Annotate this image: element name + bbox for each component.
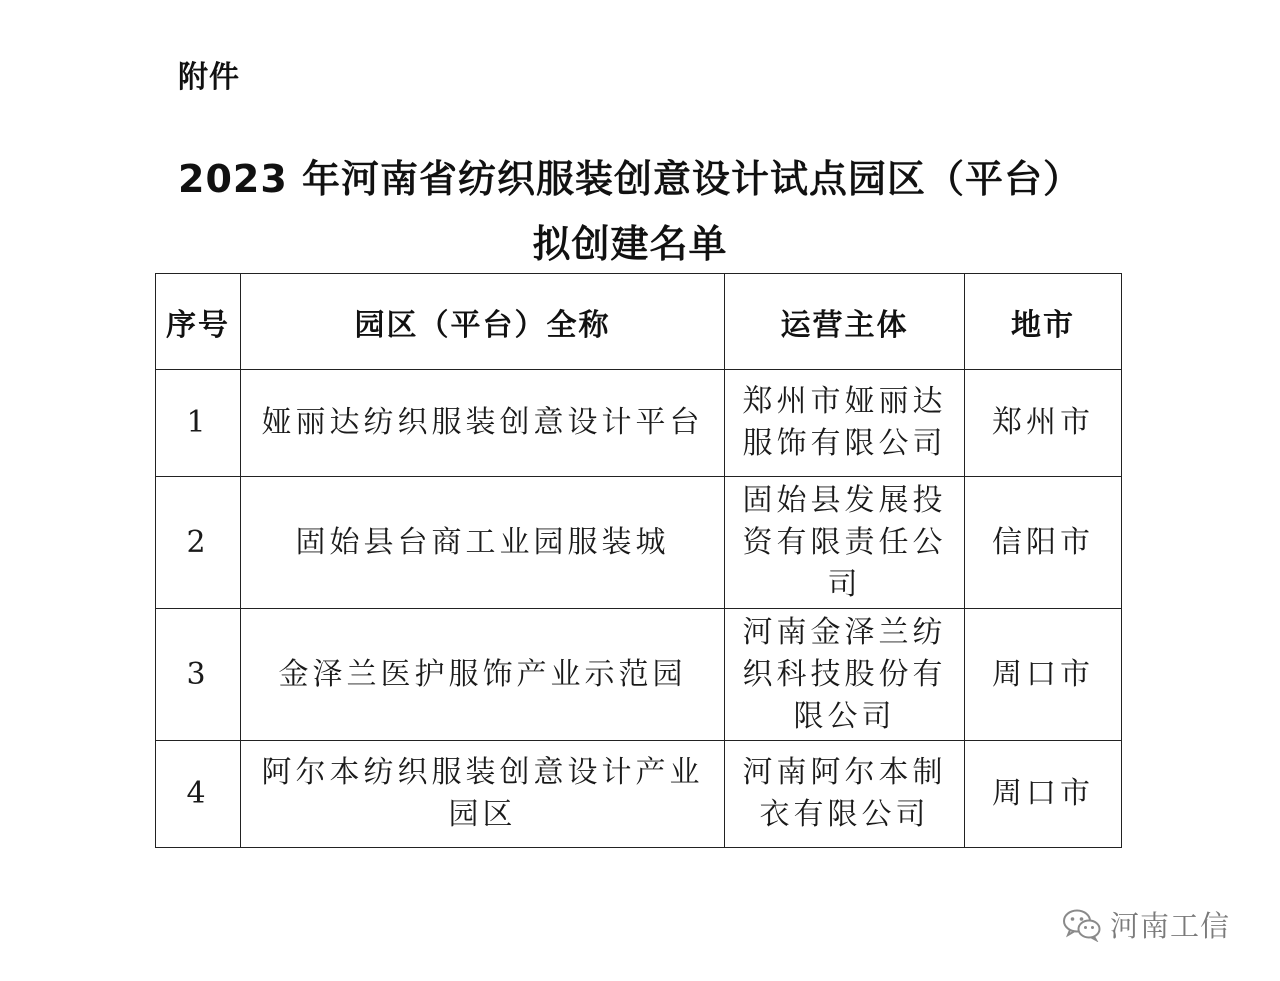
table-row	[156, 477, 1122, 609]
cell-serial-number: 2	[156, 477, 241, 609]
park-list-table	[155, 273, 1122, 848]
cell-city: 信阳市	[965, 477, 1122, 609]
table-row	[156, 370, 1122, 477]
cell-city: 周口市	[965, 609, 1122, 741]
cell-serial-number: 3	[156, 609, 241, 741]
cell-serial-number: 1	[156, 370, 241, 477]
header-city: 地市	[965, 274, 1122, 370]
header-park-name: 园区（平台）全称	[241, 274, 725, 370]
cell-park-name: 阿尔本纺织服装创意设计产业园区	[241, 741, 725, 848]
cell-serial-number: 4	[156, 741, 241, 848]
cell-city: 周口市	[965, 741, 1122, 848]
cell-park-name: 娅丽达纺织服装创意设计平台	[241, 370, 725, 477]
cell-operator: 郑州市娅丽达服饰有限公司	[725, 370, 965, 477]
wechat-icon	[1062, 908, 1102, 942]
watermark-text: 河南工信	[1110, 909, 1231, 943]
cell-operator: 河南阿尔本制衣有限公司	[725, 741, 965, 848]
cell-operator: 固始县发展投资有限责任公司	[725, 477, 965, 609]
table-row	[156, 609, 1122, 741]
document-subtitle: 拟创建名单	[532, 222, 728, 266]
cell-operator: 河南金泽兰纺织科技股份有限公司	[725, 609, 965, 741]
attachment-label: 附件	[178, 60, 240, 95]
document-title: 2023 年河南省纺织服装创意设计试点园区（平台）	[178, 157, 1082, 201]
table-header-row	[156, 274, 1122, 370]
cell-park-name: 固始县台商工业园服装城	[241, 477, 725, 609]
watermark	[1062, 904, 1230, 945]
header-serial-number: 序号	[156, 274, 241, 370]
cell-city: 郑州市	[965, 370, 1122, 477]
cell-park-name: 金泽兰医护服饰产业示范园	[241, 609, 725, 741]
table-row	[156, 741, 1122, 848]
header-operator: 运营主体	[725, 274, 965, 370]
